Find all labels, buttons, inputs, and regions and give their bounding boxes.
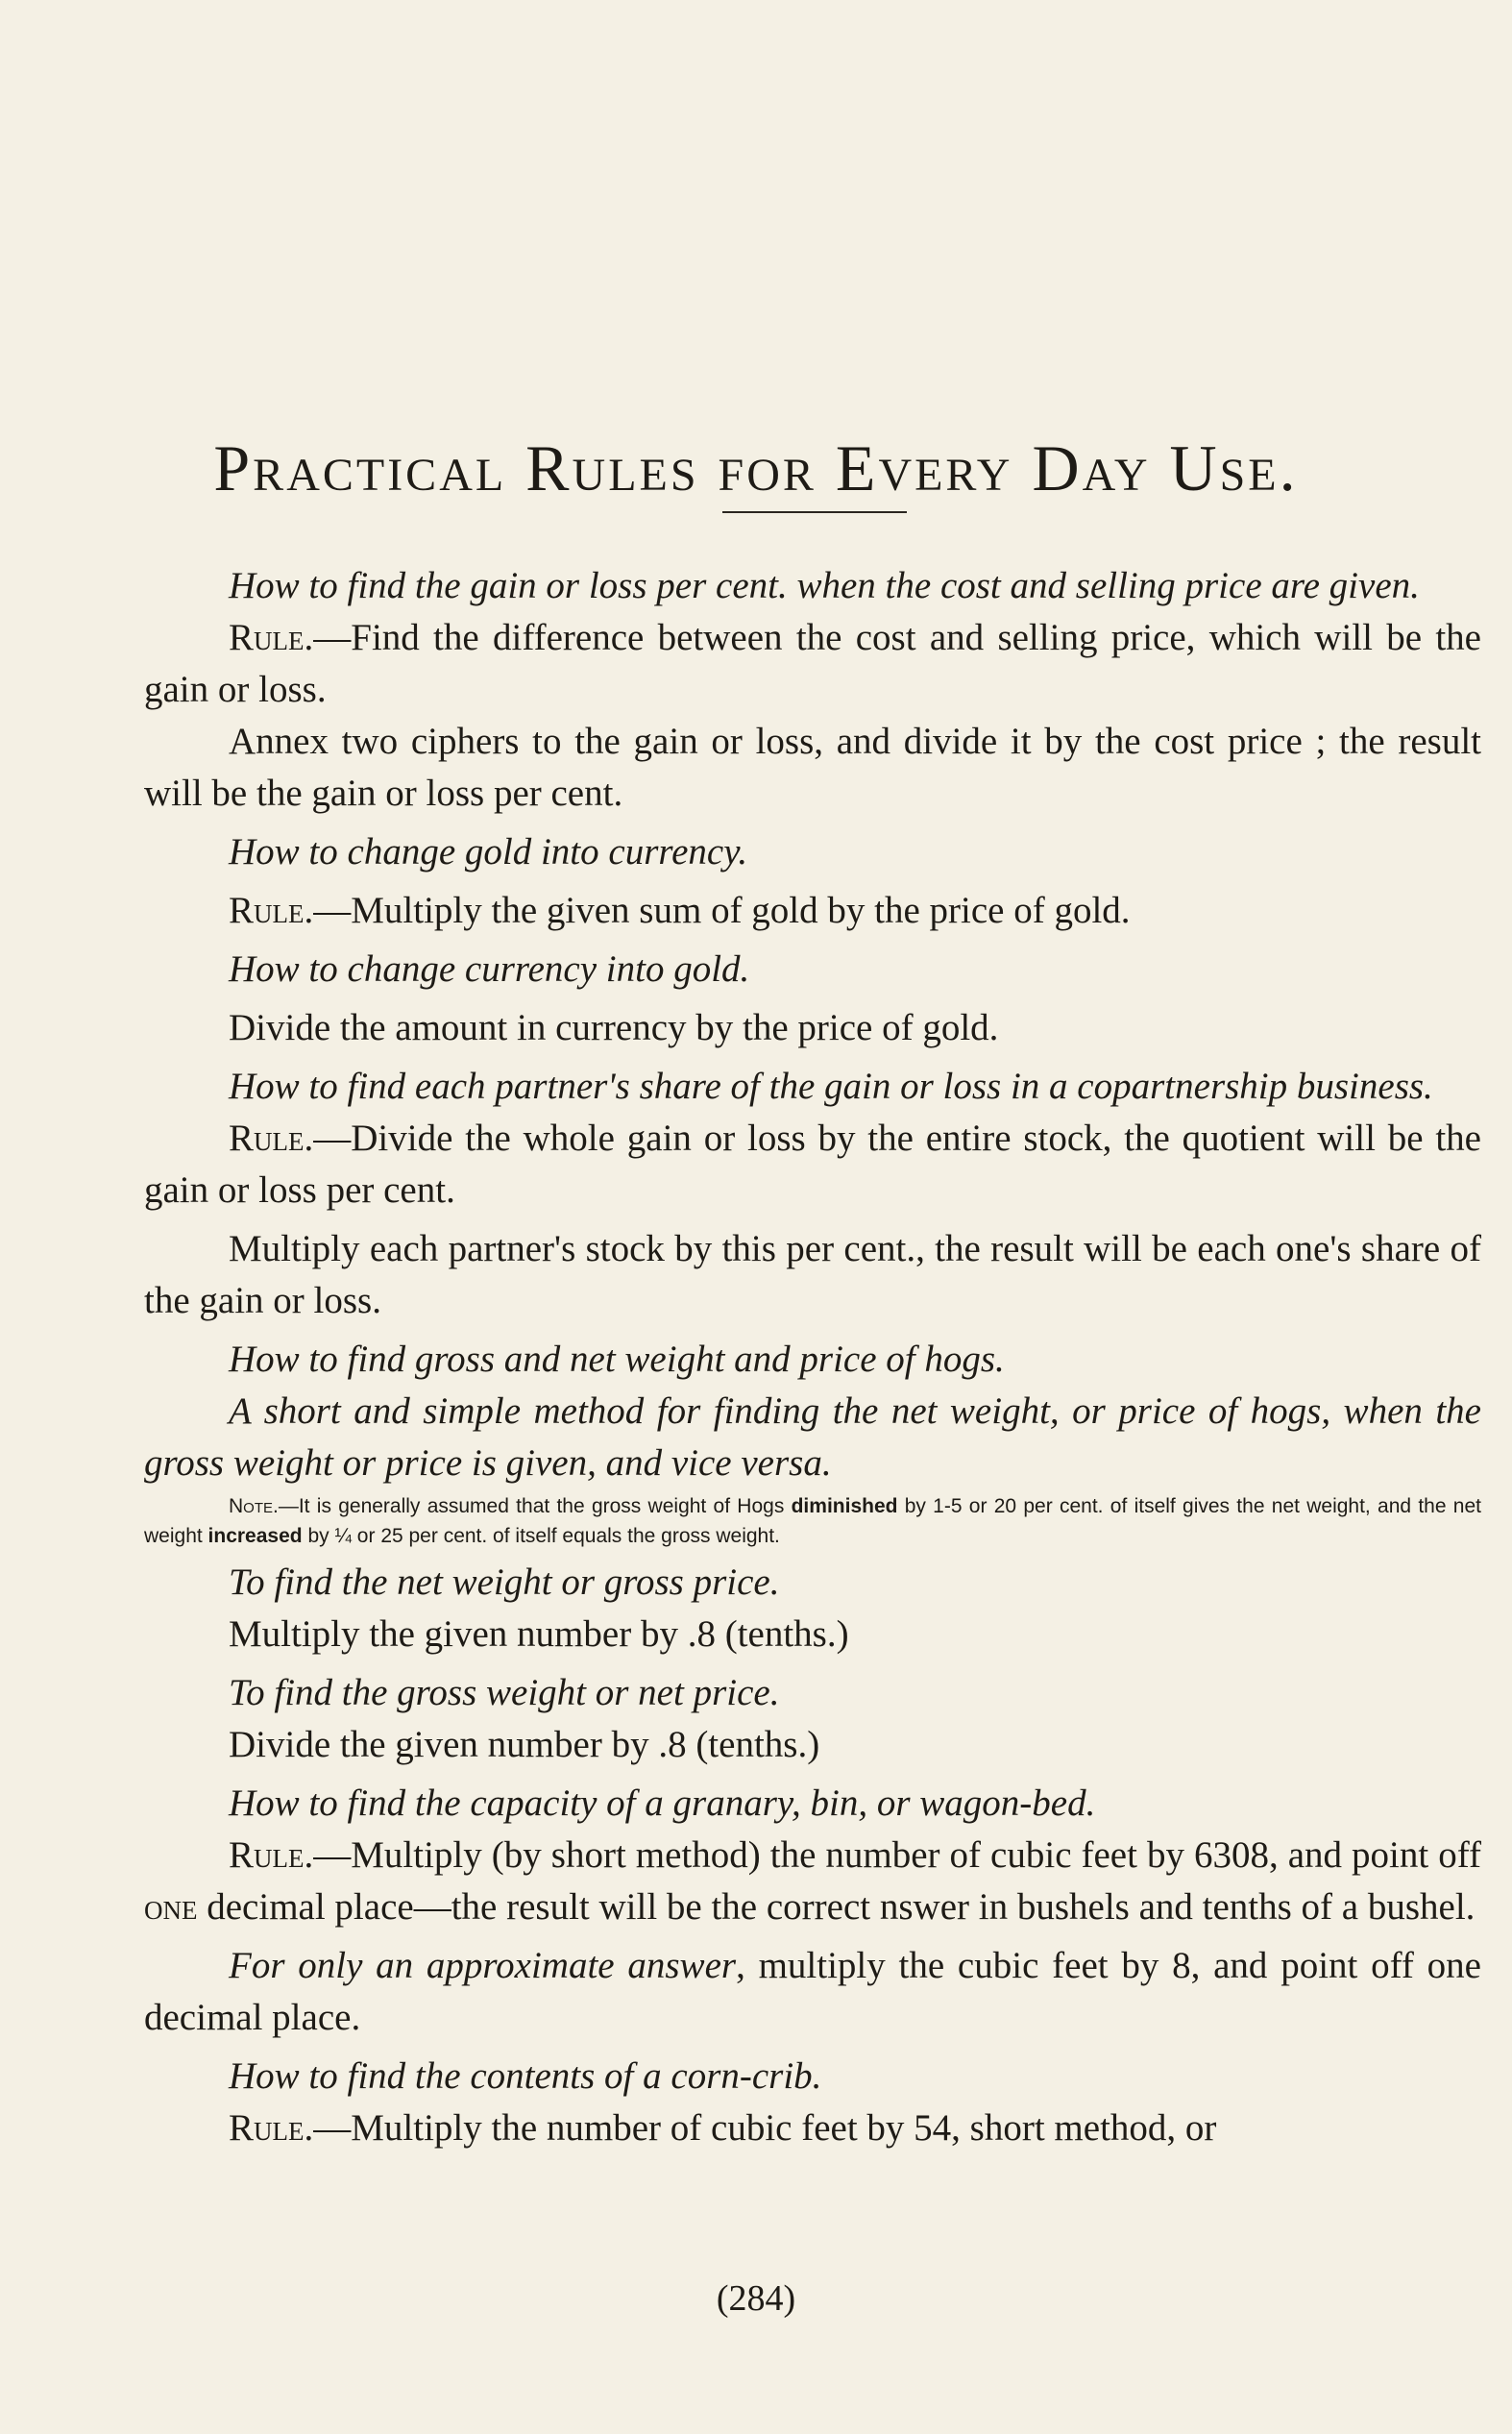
rule-text: —Divide the whole gain or loss by the entire stock, the quotient will be the gain or loss per cent.	[144, 1118, 1481, 1211]
body-paragraph: Annex two ciphers to the gain or loss, and divide it by the cost price ; the result will be the gain or loss per cent.	[144, 721, 1481, 814]
rule-paragraph: Rule.—Multiply (by short method) the number of cubic feet by 6308, and point off one decimal place—the result will be the correct nswer in bushels and tenths of a bushel.	[144, 1834, 1481, 1928]
rule-label: Rule.	[229, 1834, 314, 1876]
rule-label: Rule.	[229, 1118, 314, 1159]
rule-paragraph	[144, 885, 1481, 937]
section-heading: How to find the gain or loss per cent. when the cost and selling price are given.	[229, 565, 1420, 606]
section-heading: How to find each partner's share of the gain or loss in a copartnership business.	[229, 1066, 1433, 1107]
rule-paragraph	[144, 612, 1481, 716]
section-heading: How to change currency into gold.	[229, 948, 750, 990]
section-heading: To find the net weight or gross price.	[229, 1561, 780, 1603]
section-heading: How to find the contents of a corn-crib.	[229, 2055, 822, 2097]
section-heading: How to find the capacity of a granary, bin, or wagon-bed.	[229, 1782, 1096, 1824]
footnote: Note.—It is generally assumed that the gross weight of Hogs diminished by 1-5 or 20 per cent. of itself gives the net weight, and the net weight increased by ¼ or 25 per cent. of itself equals the gross weight.	[144, 1495, 1481, 1547]
section-heading: To find the gross weight or net price.	[229, 1672, 780, 1713]
body-text	[144, 560, 1481, 2154]
body-paragraph: Multiply each partner's stock by this per cent., the result will be each one's share of the gain or loss.	[144, 1228, 1481, 1321]
rule-paragraph	[144, 2102, 1481, 2154]
rule-text: —Multiply the given sum of gold by the price of gold.	[313, 890, 1131, 931]
body-paragraph: Divide the amount in currency by the price of gold.	[229, 1007, 999, 1048]
title-divider	[722, 511, 907, 513]
section-heading: How to find gross and net weight and price of hogs.	[229, 1339, 1005, 1380]
rule-label: Rule.	[229, 890, 314, 931]
page-title: Practical Rules for Every Day Use.	[213, 430, 1299, 504]
body-paragraph: Divide the given number by .8 (tenths.)	[229, 1724, 820, 1765]
page-number: (284)	[716, 2278, 796, 2319]
note-label: Note.	[229, 1495, 279, 1517]
section-heading: How to change gold into currency.	[229, 831, 748, 873]
body-paragraph: For only an approximate answer, multiply the cubic feet by 8, and point off one decimal place.	[144, 1945, 1481, 2038]
body-paragraph: Multiply the given number by .8 (tenths.)	[229, 1613, 849, 1655]
rule-text: —Multiply the number of cubic feet by 54, short method, or	[313, 2107, 1217, 2149]
rule-label: Rule.	[229, 2107, 314, 2149]
section-subheading: A short and simple method for finding the net weight, or price of hogs, when the gross weight or price is given, and vice versa.	[144, 1390, 1481, 1484]
rule-label: Rule.	[229, 617, 314, 658]
rule-paragraph	[144, 1113, 1481, 1217]
rule-text: —Find the difference between the cost and selling price, which will be the gain or loss.	[144, 617, 1481, 710]
